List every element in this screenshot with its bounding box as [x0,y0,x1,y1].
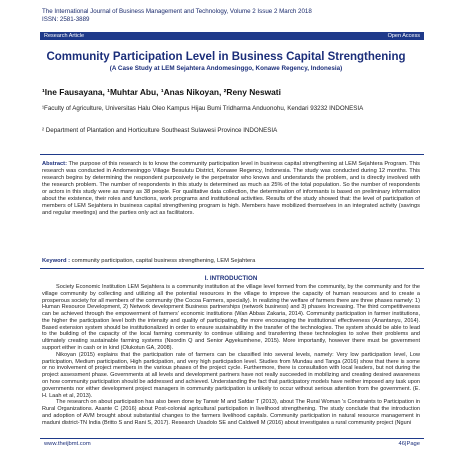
abstract-text: The purpose of this research is to know the community participation level in business capital strengthening at LEM Sejahtera Program. This research was conducted in Andomesinggo Village Besulutu District, Konawe Regency, Indonesia. The study was conducted during 12 months. This research begins by determining the respondent purposively ie the perpetrator who knows and understands the problem, and is directly involved with the research problem. The number of respondents in this study is determined as much as 25% of the total population. So the number of respondents or actors in this study were as many as 38 people. For qualitative data collection, the determination of informants is based on preliminary information about the existence, their roles and functions, work programs and institutional activities. Results of the study showed that: the level of participation of members of LEM Sejahtera in business capital strengthening program is high. Members have mobilized themselves in an integrated activity (savings and regular meetings) and the parties only act as facilitators. [42,161,420,217]
keywords [42,258,420,265]
keywords-label: Keyword : [42,258,71,264]
affiliation-1: ¹Faculty of Agriculture, Universitas Halu Oleo Kampus Hijau Bumi Tridharma Anduonohu, Kendari 93232 INDONESIA [42,105,364,112]
abstract [42,161,420,217]
article-type-bar [40,32,424,40]
keywords-text: community participation, capital business strengthening, LEM Sejahtera [71,258,256,264]
open-access-label: Open Access [387,33,420,39]
page-footer [40,438,424,449]
research-article-label: Research Article [44,33,85,39]
introduction-body [42,284,420,426]
journal-issn: ISSN: 2581-3889 [42,15,90,23]
journal-header [42,8,422,23]
divider [40,154,424,155]
footer-page-number: 46|Page [398,441,420,447]
body-paragraph: Society Economic Institution LEM Sejahtera is a community institution at the village level formed from the community, by the community and for the village community by collecting and utilizing all the potential resources in the village to improve the capacity of human resources and to create a prosperous society for all members of the community (the Cocoa Farmers, specially). In realizing the welfare of farmers there are three phases namely: 1) Human Resource Development, 2) Network development Business partnerships (network business) and 3) phases Increasing. The third competitiveness can be achieved through the empowerment of farmers' economic institutions (Wan Abbas Zakaria, 2014). Community participation in farmer institutions, the higher the participation level both the intensity and quality of participating, the more encouraging the institutional effectiveness (Anantanyu, 2014). Based extension system should be institutionalized in order to ensure sustainability in the transfer of the technologies. The system should be able to lead to the building of the capacity of the local farming community to continue utilising and transferring these technologies to solve their problems and ultimately creating sustainable farming systems (Nsordin Q and Senior Agyekumhene, 2015). More importantly, however there must be government support either in cash or in kind (Olukotun GA, 2008). [42,284,420,352]
section-heading-introduction: I. INTRODUCTION [204,275,258,282]
divider [40,268,424,269]
footer-website: www.theijbmt.com [44,441,91,447]
affiliation-2: ² Department of Plantation and Horticulture Southeast Sulawesi Province INDONESIA [42,127,278,134]
author-list: ¹Ine Fausayana, ¹Muhtar Abu, ¹Anas Nikoyan, ²Reny Neswati [42,87,281,97]
paper-subtitle: (A Case Study at LEM Sejahtera Andomesinggo, Konawe Regency, Indonesia) [109,65,343,72]
journal-citation: The International Journal of Business Management and Technology, Volume 2 Issue 2 March 2018 [42,8,312,15]
paper-title: Community Participation Level in Business Capital Strengthening [46,51,406,63]
abstract-label: Abstract: [42,161,67,167]
body-paragraph: Nikoyan (2015) explains that the participation rate of farmers can be classified into several levels, namely: Very low participation level, Low participation, Medium participation, High participation, and very high participation level. Studies from Mundau and Tanga (2016) show that there is some or no involvement of project members in the various phases of the project cycle. Furthermore, there is consultation with local leaders, but not during the project assessment phase. Governments at all levels and development partners have not really succeeded in mobilizing and creating desired awareness on how community participation should be addressed and achieved. Understanding the fact that participatory models have neither imposed any task upon governments nor either development project managers in community participation is unlikely to occur without serious attention from the government. (E. H. Laah et al, 2013). [42,351,420,399]
body-paragraph: The research on about participation has also been done by Tanwir M and Safdar T (2013), about The Rural Woman 's Constraints to Participation in Rural Organizations. Asante C (2016) about Post-colonial agricultural participation in livelihood strengthening. The study conclude that the introduction and adoption of AVM brought about substantial changes to the farmers livelihood capitals. Community participation in natural resource management in maduni district-TN India (Britto S and Rani S, 2017). Research Usadolo SE and Caldwell M (2016) about investigates a rural community project (Nguni [42,399,420,426]
